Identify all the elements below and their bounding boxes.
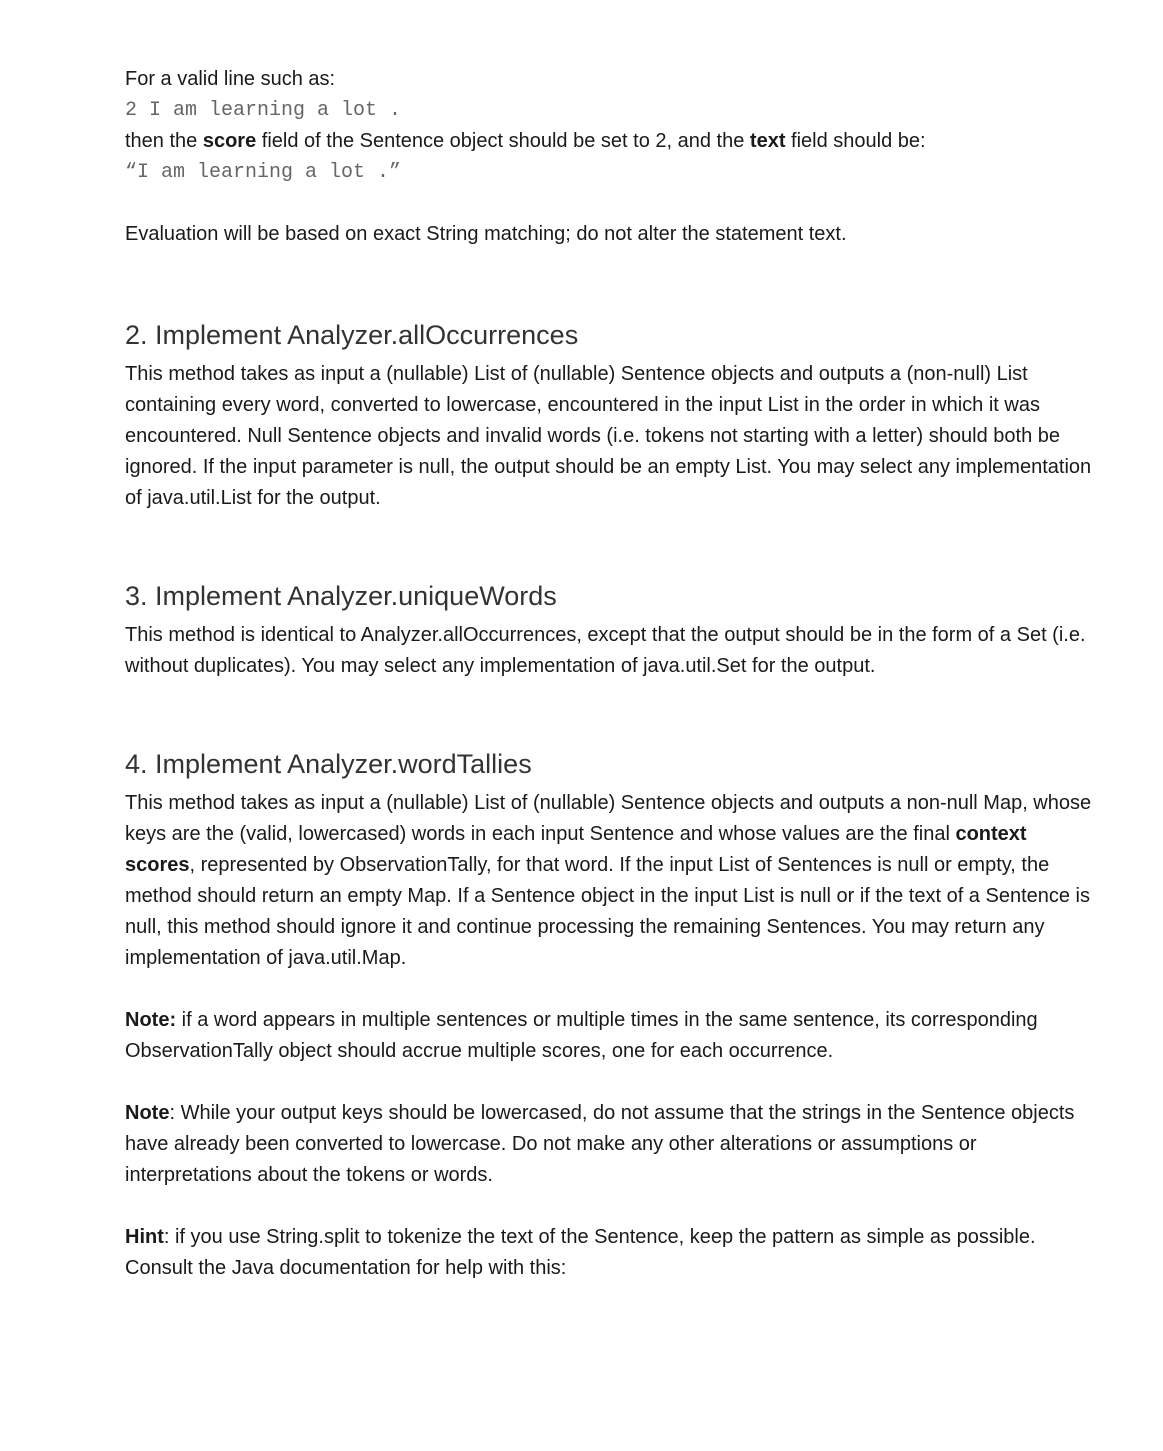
- note-2-label: Note: [125, 1102, 170, 1124]
- hint-label: Hint: [125, 1226, 164, 1248]
- evaluation-note: Evaluation will be based on exact String matching; do not alter the statement text.: [125, 223, 847, 245]
- section-3-body: This method is identical to Analyzer.allOccurrences, except that the output should be in the form of a Set (i.e. without duplicates). You may select any implementation of java.util.Set for the output.: [125, 624, 1086, 677]
- section-4-body-pre: This method takes as input a (nullable) List of (nullable) Sentence objects and outputs a non-null Map, whose keys are the (valid, lowercased) words in each input Sentence and whose values are the final: [125, 792, 1092, 845]
- section-3-heading: 3. Implement Analyzer.uniqueWords: [125, 581, 557, 611]
- section-2-heading: 2. Implement Analyzer.allOccurrences: [125, 320, 579, 350]
- then-mid: field of the Sentence object should be set to 2, and the: [256, 130, 750, 152]
- code-example: 2 I am learning a lot .: [125, 99, 402, 122]
- note-1-text: if a word appears in multiple sentences or multiple times in the same sentence, its corresponding ObservationTally object should accrue multiple scores, one for each occurrence.: [125, 1009, 1038, 1062]
- context-scores-term: context scores: [125, 823, 1027, 876]
- hint-text: : if you use String.split to tokenize the text of the Sentence, keep the pattern as simple as possible. Consult the Java documentation for help with this:: [125, 1226, 1036, 1279]
- hint: [125, 1222, 1100, 1284]
- score-word: score: [202, 130, 257, 152]
- section-4-heading: 4. Implement Analyzer.wordTallies: [125, 749, 532, 779]
- section-4-body-post: , represented by ObservationTally, for that word. If the input List of Sentences is null or empty, the method should return an empty Map. If a Sentence object in the input List is null or if the text of a Sentence is null, this method should ignore it and continue processing the remaining Sentences. You may return any implementation of java.util.Map.: [125, 854, 1090, 969]
- code-text-example: “I am learning a lot .”: [125, 161, 402, 184]
- then-pre: then the: [125, 130, 203, 152]
- note-1-label: Note:: [125, 1009, 177, 1031]
- section-2-body: This method takes as input a (nullable) List of (nullable) Sentence objects and outputs a (non-null) List containing every word, converted to lowercase, encountered in the input List in the order in which it was encountered. Null Sentence objects and invalid words (i.e. tokens not starting with a letter) should both be ignored. If the input parameter is null, the output should be an empty List. You may select any implementation of java.util.List for the output.: [125, 363, 1092, 509]
- document-page: [125, 64, 1100, 1284]
- intro-then-paragraph: [125, 126, 1100, 157]
- section-4-body: [125, 788, 1100, 974]
- note-2-text: : While your output keys should be lowercased, do not assume that the strings in the Sentence objects have already been converted to lowercase. Do not make any other alterations or assumptions or interpretations about the tokens or words.: [125, 1102, 1075, 1186]
- then-post: field should be:: [785, 130, 926, 152]
- note-1: [125, 1005, 1100, 1067]
- note-2: [125, 1098, 1100, 1191]
- text-word: text: [749, 130, 786, 152]
- intro-line: For a valid line such as:: [125, 68, 336, 90]
